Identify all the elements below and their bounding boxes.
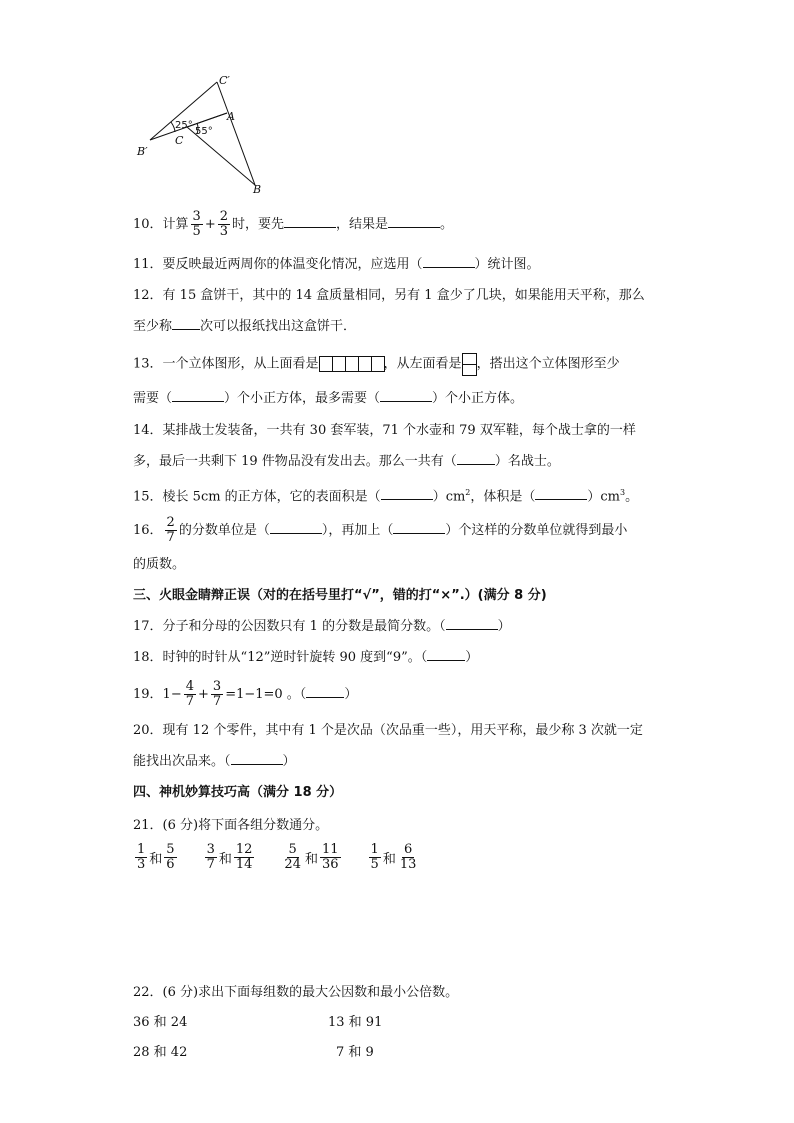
question-12-line-2: 至少称 次可以报纸找出这盒饼干．	[133, 319, 357, 334]
question-13-line-2: 需要（ ）个小正方体，最多需要（ ）个小正方体。	[133, 391, 524, 406]
q22-item: 36 和 24	[133, 1015, 188, 1030]
question-17: 17．分子和分母的公因数只有 1 的分数是最简分数。（ ）	[133, 619, 511, 634]
answer-blank[interactable]	[284, 215, 336, 228]
answer-blank[interactable]	[270, 521, 322, 534]
answer-blank[interactable]	[231, 752, 283, 765]
answer-blank[interactable]	[381, 487, 433, 500]
fraction-pair: $\frac{5}{24}$ 和 $\frac{11}{36}$	[284, 842, 339, 872]
fraction: $\frac{2}{3}$	[219, 209, 229, 239]
fraction: $\frac{3}{5}$	[192, 209, 201, 239]
answer-blank[interactable]	[172, 317, 200, 330]
answer-blank[interactable]	[172, 389, 224, 402]
question-19: 19．1− $\frac{4}{7}$ + $\frac{3}{7}$ =1−1=0 。（ ）	[133, 679, 358, 709]
segment-c-a	[187, 113, 227, 127]
top-view-squares	[319, 357, 384, 372]
question-16-line-1: 16． $\frac{2}{7}$ 的分数单位是（ ），再加上（ ）个这样的分数单位就得到最小	[133, 515, 628, 545]
question-13-line-1: 13．一个立体图形，从上面看是 ，从左面看是 ，搭出这个立体图形至少	[133, 353, 620, 375]
question-10: 10．计算 $\frac{3}{5}$ + $\frac{2}{3}$ 时，要先 ，结果是 。	[133, 209, 454, 239]
q22-item: 28 和 42	[133, 1045, 188, 1060]
question-20-line-2: 能找出次品来。（ ）	[133, 754, 296, 769]
section-4-heading: 四、神机妙算技巧高（满分 18 分）	[133, 785, 343, 800]
triangle-figure	[135, 70, 275, 195]
question-11: 11．要反映最近两周你的体温变化情况，应选用（ ）统计图。	[133, 257, 540, 272]
section-3-heading: 三、火眼金睛辩正误（对的在括号里打“√”，错的打“×”.）(满分 8 分)	[133, 588, 547, 603]
answer-blank[interactable]	[423, 255, 475, 268]
label-angle-25: 25°	[175, 120, 193, 131]
label-b-prime: B′	[137, 145, 148, 158]
segment-c-prime-b	[217, 82, 255, 185]
question-20-line-1: 20．现有 12 个零件，其中有 1 个是次品（次品重一些），用天平称，最少称 3 次就一定	[133, 723, 643, 738]
fraction-pair: $\frac{1}{5}$ 和 $\frac{6}{13}$	[370, 842, 417, 872]
answer-blank[interactable]	[306, 685, 344, 698]
fraction: $\frac{3}{7}$	[212, 679, 222, 709]
label-angle-55: 55°	[195, 126, 213, 137]
label-c-prime: C′	[219, 74, 230, 87]
answer-blank[interactable]	[457, 452, 495, 465]
left-view-squares	[462, 353, 477, 375]
question-16-line-2: 的质数。	[133, 557, 186, 572]
answer-blank[interactable]	[427, 648, 465, 661]
label-a: A	[227, 110, 235, 123]
fraction-pairs-row	[133, 843, 420, 872]
answer-blank[interactable]	[446, 617, 498, 630]
fraction-pair: $\frac{3}{7}$ 和 $\frac{12}{14}$	[206, 842, 253, 872]
answer-blank[interactable]	[388, 215, 440, 228]
question-14-line-2: 多，最后一共剩下 19 件物品没有发出去。那么一共有（ ）名战士。	[133, 454, 560, 469]
answer-blank[interactable]	[535, 487, 587, 500]
fraction: $\frac{4}{7}$	[185, 679, 194, 709]
question-12-line-1: 12．有 15 盒饼干，其中的 14 盒质量相同，另有 1 盒少了几块，如果能用天平称，那么	[133, 288, 645, 303]
answer-blank[interactable]	[393, 521, 445, 534]
answer-blank[interactable]	[380, 389, 432, 402]
fraction: $\frac{2}{7}$	[166, 515, 175, 545]
question-22: 22．(6 分)求出下面每组数的最大公因数和最小公倍数。	[133, 985, 459, 1000]
question-21: 21．(6 分)将下面各组分数通分。	[133, 818, 329, 833]
question-18: 18．时钟的时针从“12”逆时针旋转 90 度到“9”。（ ）	[133, 650, 479, 665]
q22-item: 7 和 9	[336, 1045, 374, 1060]
label-c: C	[175, 134, 184, 147]
fraction-pair: $\frac{1}{3}$ 和 $\frac{5}{6}$	[137, 842, 175, 872]
question-15: 15．棱长 5cm 的正方体，它的表面积是（ ）$cm^2$，体积是（ ）$cm^3$。	[133, 488, 639, 505]
label-b: B	[253, 183, 262, 195]
q22-item: 13 和 91	[328, 1015, 383, 1030]
question-14-line-1: 14．某排战士发装备，一共有 30 套军装，71 个水壶和 79 双军鞋，每个战士拿的一样	[133, 423, 636, 438]
